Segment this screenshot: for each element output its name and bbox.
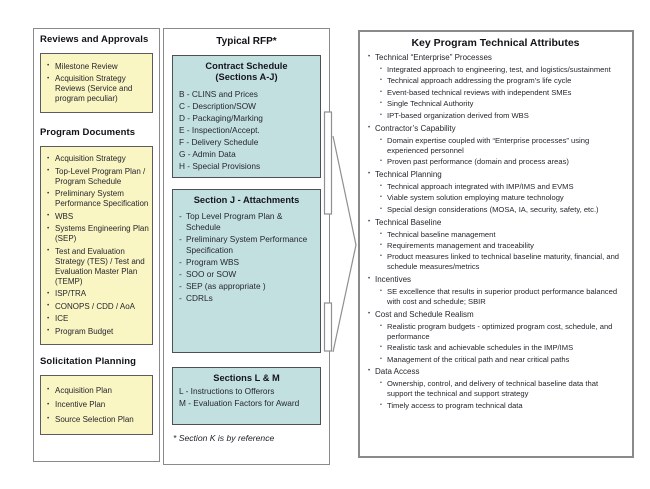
attribute-item: • Product measures linked to technical baseline maturity, financial, and schedule measures/metrics [379,252,625,272]
plan-item: • Acquisition Plan [46,386,149,396]
rfp-section-item: H - Special Provisions [179,161,261,172]
document-item: • Preliminary System Performance Specification [46,189,149,209]
attribute-sublist [379,287,625,307]
section-technical-enterprise-processes [366,53,625,121]
sections-l-m-box [172,367,321,425]
attachment-item: - CDRLs [179,293,314,304]
flow-arrow-icon [320,106,360,358]
attribute-label: • Contractor’s Capability [366,124,625,134]
attribute-label: • Cost and Schedule Realism [366,310,625,320]
section-incentives [366,275,625,307]
program-documents-box [40,146,153,346]
section-j-items [179,211,314,303]
plan-item: • Incentive Plan [46,400,149,410]
attribute-item: • Integrated approach to engineering, test, and logistics/sustainment [379,65,625,75]
middle-panel [163,28,330,465]
document-item: • WBS [46,212,149,222]
section-cost-and-schedule-realism [366,310,625,365]
attribute-label: • Technical Baseline [366,218,625,228]
attribute-sublist [379,230,625,273]
attribute-item: • Domain expertise coupled with “Enterprise processes” using experienced personnel [379,136,625,156]
attribute-sublist [379,322,625,365]
attribute-item: • Technical approach addressing the program’s life cycle [379,76,625,86]
rfp-section-item: B - CLINS and Prices [179,88,258,99]
attribute-item: • Ownership, control, and delivery of technical baseline data that support the technical and support strategy [379,379,625,399]
attribute-item: • IPT-based organization derived from WBS [379,111,625,121]
attachment-item: - Top Level Program Plan & Schedule [179,211,314,232]
document-item: • ICE [46,314,149,324]
contract-schedule-items [179,89,314,172]
contract-schedule-title-line2: (Sections A-J) [215,72,278,83]
section-program-documents [40,127,153,346]
attachment-item: - Program WBS [179,257,314,268]
section-data-access [366,367,625,410]
plan-item: • Source Selection Plan [46,415,149,425]
attribute-sublist [379,136,625,167]
document-item: • CONOPS / CDD / AoA [46,302,149,312]
reviews-and-approvals-heading: Reviews and Approvals [40,34,149,45]
attachment-item: - Preliminary System Performance Specification [179,234,314,255]
attribute-item: • Realistic program budgets - optimized program cost, schedule, and performance [379,322,625,342]
review-item: • Acquisition Strategy Reviews (Service and program peculiar) [46,74,149,104]
attachment-item: - SEP (as appropriate ) [179,281,314,292]
document-item: • Top-Level Program Plan / Program Schedule [46,167,149,187]
section-technical-planning [366,170,625,215]
section-k-footnote: * Section K is by reference [173,433,275,443]
section-j-title: Section J - Attachments [193,195,300,205]
attribute-item: • Proven past performance (domain and process areas) [379,157,625,167]
attribute-sublist [379,379,625,410]
attribute-item: • Realistic task and achievable schedules in the IMP/IMS [379,343,625,353]
document-item: • Program Budget [46,327,149,337]
rfp-section-item: F - Delivery Schedule [179,137,259,148]
document-item: • Acquisition Strategy [46,154,149,164]
document-item: • Test and Evaluation Strategy (TES) / Test and Evaluation Master Plan (TEMP) [46,247,149,287]
rfp-section-item: C - Description/SOW [179,100,256,111]
section-j-attachments-box [172,189,321,353]
rfp-section-item: D - Packaging/Marking [179,112,263,123]
attribute-item: • Timely access to program technical data [379,401,625,411]
sections-l-m-items [179,386,314,409]
attribute-item: • Management of the critical path and near critical paths [379,355,625,365]
lm-section-item: L - Instructions to Offerors [179,386,275,397]
sections-l-m-title: Sections L & M [213,373,280,383]
contract-schedule-title-line1: Contract Schedule [205,61,288,71]
attribute-label: • Data Access [366,367,625,377]
right-panel [358,30,634,458]
rfp-section-item: G - Admin Data [179,149,236,160]
rfp-section-item: E - Inspection/Accept. [179,124,260,135]
solicitation-planning-box [40,375,153,435]
left-panel [33,28,160,462]
attribute-item: • Single Technical Authority [379,99,625,109]
document-item: • ISP/TRA [46,289,149,299]
attribute-label: • Technical Planning [366,170,625,180]
section-contractors-capability [366,124,625,167]
review-item: • Milestone Review [46,62,149,72]
attribute-label: • Incentives [366,275,625,285]
solicitation-planning-heading: Solicitation Planning [40,356,137,367]
document-item: • Systems Engineering Plan (SEP) [46,224,149,244]
attribute-item: • Technical baseline management [379,230,625,240]
attribute-item: • Viable system solution employing mature technology [379,193,625,203]
attachment-item: - SOO or SOW [179,269,314,280]
attribute-item: • Event-based technical reviews with independent SMEs [379,88,625,98]
section-reviews-and-approvals [40,34,153,113]
typical-rfp-heading: Typical RFP* [216,36,277,47]
attribute-item: • SE excellence that results in superior product performance balanced with cost and schedule; SBIR [379,287,625,307]
attribute-item: • Technical approach integrated with IMP/IMS and EVMS [379,182,625,192]
section-solicitation-planning [40,356,153,435]
reviews-and-approvals-box [40,53,153,113]
attribute-sublist [379,65,625,121]
key-attributes-heading: Key Program Technical Attributes [411,37,580,49]
attribute-label: • Technical “Enterprise” Processes [366,53,625,63]
program-documents-heading: Program Documents [40,126,136,138]
attribute-sublist [379,182,625,215]
attribute-item: • Special design considerations (MOSA, IA, security, safety, etc.) [379,205,625,215]
attribute-item: • Requirements management and traceability [379,241,625,251]
lm-section-item: M - Evaluation Factors for Award [179,398,300,409]
section-technical-baseline [366,218,625,273]
contract-schedule-box [172,55,321,178]
